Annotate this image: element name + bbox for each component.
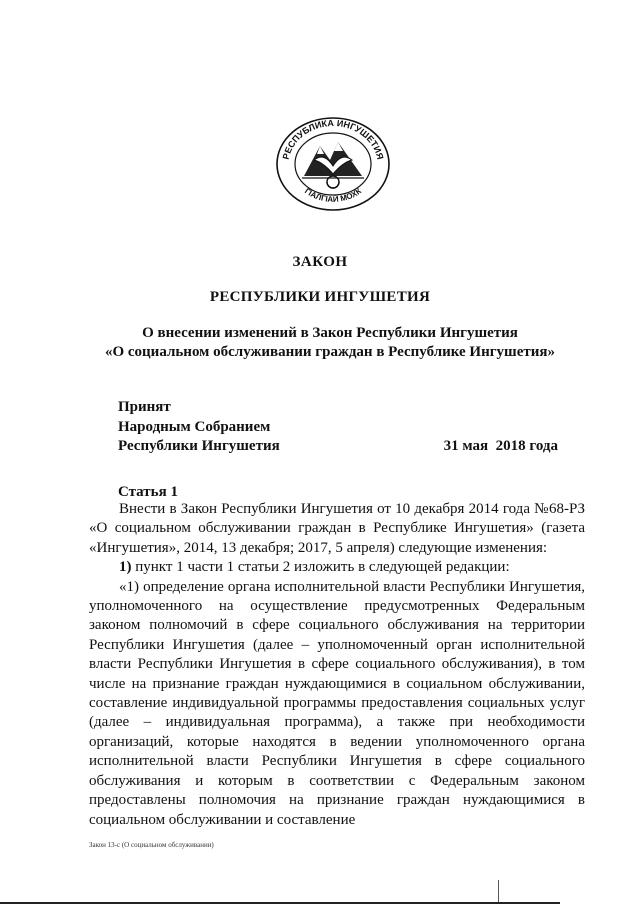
adoption-block — [118, 398, 558, 457]
scan-edge-line — [0, 902, 560, 904]
law-title-line-1: О внесении изменений в Закон Республики Ингушетия — [142, 325, 518, 341]
document-type-heading: ЗАКОН — [292, 254, 348, 270]
svg-text:ГӀАЛГӀАЙ МОХК — [303, 186, 363, 204]
adopted-body-line-1: Народным Собранием — [118, 418, 271, 435]
emblem-bottom-text: ГӀАЛГӀАЙ МОХК — [302, 186, 364, 204]
item-1-number: 1) — [119, 559, 132, 576]
adopted-label: Принят — [118, 399, 171, 415]
article-intro: Внести в Закон Республики Ингушетия от 10 декабря 2014 года №68-РЗ «О социальном обслуживании граждан в Республике Ингушетия» (газета «Ингушетия», 2014, 13 декабря; 2017, 5 апреля) следующие изменения: — [89, 501, 585, 556]
article-heading: Статья 1 — [118, 484, 178, 500]
scan-artifact — [498, 880, 499, 902]
coat-of-arms-icon — [274, 116, 392, 212]
law-title-line-2: «О социальном обслуживании граждан в Республике Ингушетия» — [104, 344, 556, 360]
law-title — [60, 324, 600, 362]
article-body — [89, 500, 585, 830]
footer-note: Закон 13-с (О социальном обслуживании) — [89, 841, 214, 849]
article-item-1 — [89, 558, 585, 577]
adopted-body-line-2: Республики Ингушетия — [118, 438, 280, 454]
adoption-date: 31 мая 2018 года — [443, 438, 558, 454]
republic-heading: РЕСПУБЛИКИ ИНГУШЕТИЯ — [209, 289, 431, 305]
item-1-text: пункт 1 части 1 статьи 2 изложить в следующей редакции: — [131, 559, 510, 576]
article-item-1-quote: «1) определение органа исполнительной власти Республики Ингушетия, уполномоченного на осуществление предусмотренных Федеральным законом полномочий в сфере социального обслуживания на территории Республики Ингушетия (далее – уполномоченный орган исполнительной власти Республики Ингушетия в сфере социального обслуживания), в том числе на признание граждан нуждающимися в социальном обслуживании, составление индивидуальной программы предоставления социальных услуг (далее – индивидуальная программа), а также при необходимости организаций, которые находятся в ведении уполномоченного органа исполнительной власти Республики Ингушетия в сфере социального обслуживания и которым в соответствии с Федеральным законом предоставлены полномочия на признание граждан нуждающимися в социальном обслуживании и составление — [89, 578, 585, 828]
emblem-top-text: РЕСПУБЛИКА ИНГУШЕТИЯ — [280, 117, 386, 161]
